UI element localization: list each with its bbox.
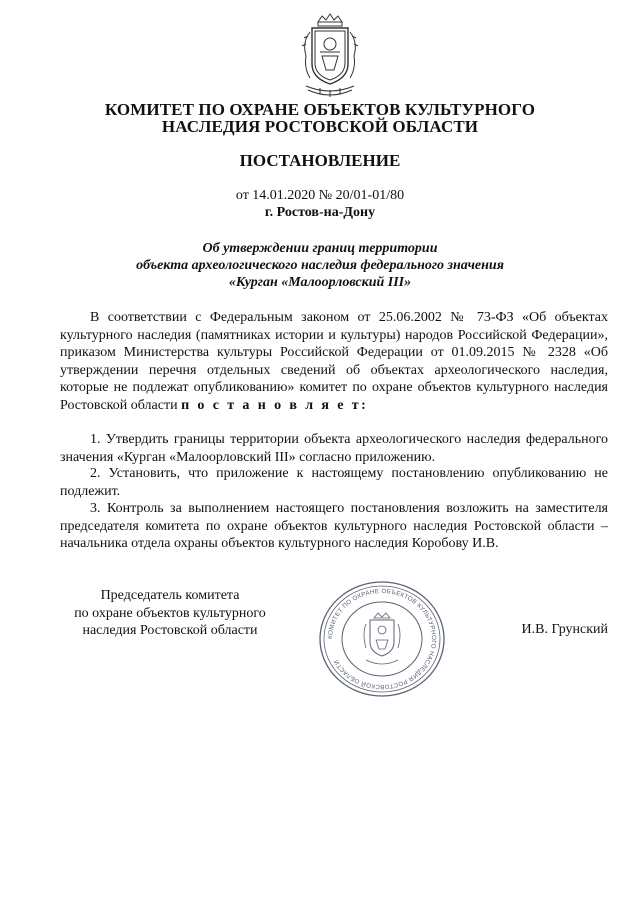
document-city: г. Ростов-на-Дону [264,205,376,220]
resolves-word: п о с т а н о в л я е т: [181,397,369,413]
coat-of-arms-emblem [296,12,364,100]
document-type-heading: ПОСТАНОВЛЕНИЕ [239,151,401,170]
organization-name-line1: КОМИТЕТ ПО ОХРАНЕ ОБЪЕКТОВ КУЛЬТУРНОГО [104,100,536,119]
resolution-item-2: 2. Установить, что приложение к настоящему постановлению опубликованию не подлежит. [60,466,608,499]
organization-name-line2: НАСЛЕДИЯ РОСТОВСКОЙ ОБЛАСТИ [161,117,479,136]
signer-position-line2: по охране объектов культурного [74,605,266,621]
signer-position-line1: Председатель комитета [100,588,240,603]
subject-line3: «Курган «Малоорловский III» [228,275,412,290]
signer-name: И.В. Грунский [521,622,608,637]
document-date-number: от 14.01.2020 № 20/01-01/80 [235,188,405,203]
seal-text: КОМИТЕТ ПО ОХРАНЕ ОБЪЕКТОВ КУЛЬТУРНОГО НАСЛЕДИЯ РОСТОВСКОЙ ОБЛАСТИ [326,587,438,691]
subject-line2: объекта археологического наследия федерального значения [136,258,504,273]
subject-line1: Об утверждении границ территории [202,241,438,256]
official-seal-stamp [316,578,448,700]
signer-position-line3: наследия Ростовской области [82,623,258,638]
resolution-item-3: 3. Контроль за выполнением настоящего постановления возложить на заместителя председателя комитета по охране объектов культурного наследия Ростовской области – начальника отдела охраны объектов культурного наследия Коробову И.В. [60,501,608,551]
preamble-paragraph [60,309,608,414]
resolution-item-1: 1. Утвердить границы территории объекта археологического наследия федерального значения «Курган «Малоорловский III» согласно приложению. [60,432,608,465]
signer-position [60,587,280,640]
preamble-text: В соответствии с Федеральным законом от 25.06.2002 № 73-ФЗ «Об объектах культурного наследия (памятниках истории и культуры) народов Российской Федерации», приказом Министерства культуры Российской Федерации от 01.09.2015 № 2328 «Об утверждении перечня отдельных сведений об объектах археологического наследия, которые не подлежат опубликованию» комитет по охране объектов культурного наследия Ростовской области [60,310,608,413]
